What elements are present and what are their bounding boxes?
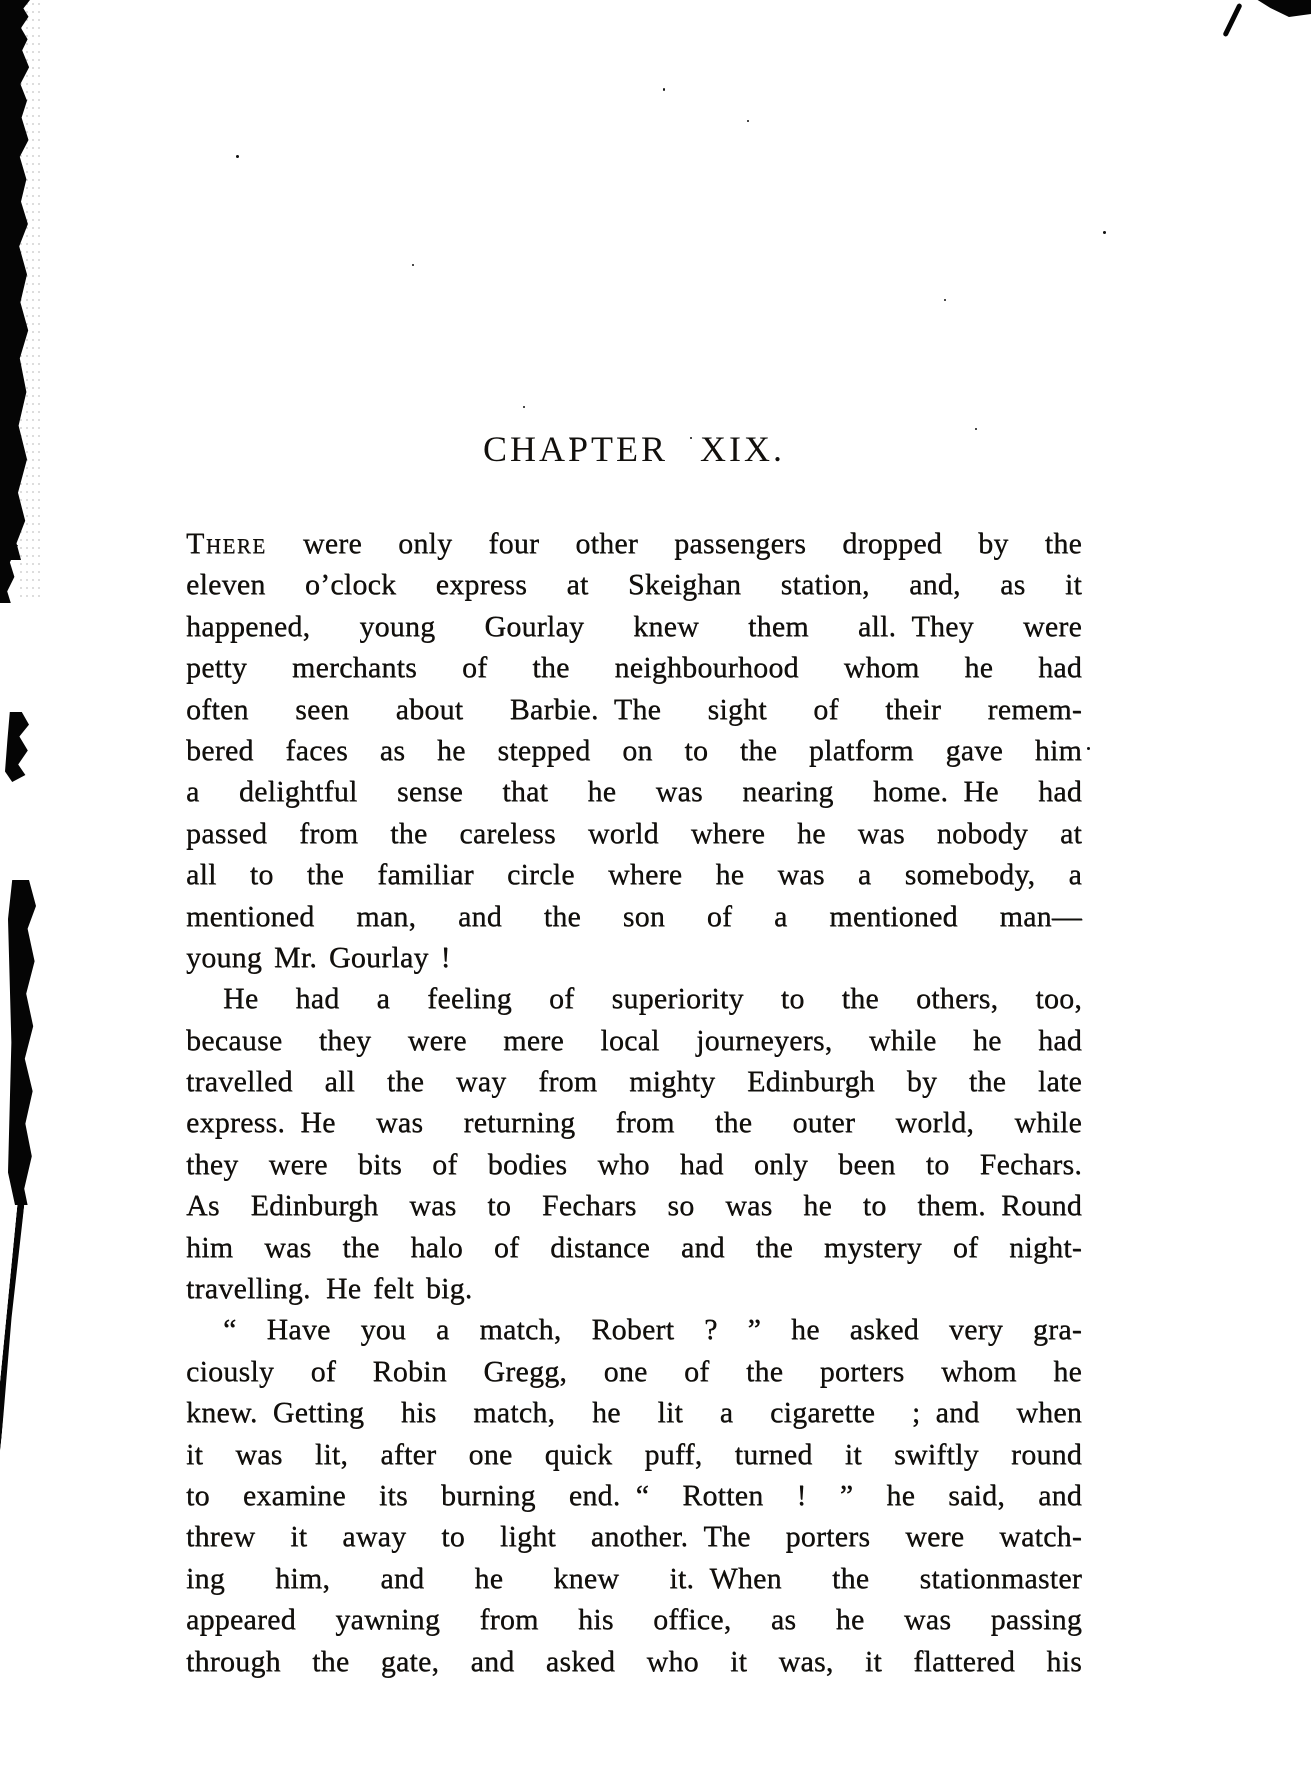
text-line: petty merchants of the neighbourhood whom he had: [186, 651, 1082, 685]
text-line: appeared yawning from his office, as he was passing: [186, 1603, 1082, 1637]
chapter-heading: CHAPTER XIX.: [482, 429, 785, 469]
text-line: mentioned man, and the son of a mentioned man—: [186, 899, 1082, 933]
text-line: ing him, and he knew it. When the stationmaster: [186, 1561, 1082, 1595]
text-line: travelling. He felt big.: [186, 1272, 473, 1306]
text-line: express. He was returning from the outer world, while: [186, 1106, 1082, 1140]
scan-corner-slash-artifact: [1222, 3, 1242, 38]
text-line: through the gate, and asked who it was, it flattered his: [186, 1644, 1082, 1678]
text-line: There were only four other passengers dropped by the: [186, 527, 1082, 560]
text-line: travelled all the way from mighty Edinburgh by the late: [186, 1065, 1082, 1099]
text-line: ciously of Robin Gregg, one of the porters whom he: [186, 1354, 1082, 1388]
scan-gutter-band-artifact: [8, 880, 36, 1205]
text-line: him was the halo of distance and the mystery of night-: [186, 1230, 1082, 1264]
text-line: He had a feeling of superiority to the others, too,: [223, 982, 1082, 1016]
scan-gutter-patch-artifact: [5, 712, 29, 782]
ink-speck: [236, 155, 239, 158]
ink-speck: [663, 88, 665, 91]
text-line: passed from the careless world where he was nobody at: [186, 816, 1082, 850]
text-line: knew. Getting his match, he lit a cigarette ; and when: [186, 1396, 1082, 1430]
scan-speckle-artifact: [18, 0, 44, 600]
ink-speck: [412, 264, 414, 266]
text-line: “ Have you a match, Robert ? ” he asked very gra-: [223, 1313, 1082, 1347]
ink-speck: [747, 120, 749, 122]
scan-gutter-line-artifact: [0, 1198, 25, 1788]
text-line: to examine its burning end. “ Rotten ! ” he said, and: [186, 1478, 1082, 1512]
text-line: threw it away to light another. The porters were watch-: [186, 1520, 1082, 1554]
text-line: As Edinburgh was to Fechars so was he to them. Round: [186, 1189, 1082, 1223]
ink-speck: [1087, 747, 1090, 750]
text-line: often seen about Barbie. The sight of their remem-: [186, 692, 1082, 726]
text-line: because they were mere local journeyers, while he had: [186, 1023, 1082, 1057]
text-line: they were bits of bodies who had only been to Fechars.: [186, 1147, 1082, 1181]
ink-speck: [523, 406, 525, 408]
text-line: happened, young Gourlay knew them all. They were: [186, 609, 1082, 643]
text-line: a delightful sense that he was nearing home. He had: [186, 775, 1082, 809]
text-line: bered faces as he stepped on to the platform gave him: [186, 733, 1082, 767]
ink-speck: [1103, 231, 1106, 234]
scan-corner-wedge-artifact: [1253, 0, 1311, 20]
smallcaps-lead: There: [186, 527, 267, 560]
body-text: [186, 523, 1082, 1682]
text-line: young Mr. Gourlay !: [186, 940, 451, 974]
text-line: eleven o’clock express at Skeighan station, and, as it: [186, 568, 1082, 602]
ink-speck: [944, 299, 946, 301]
text-line: all to the familiar circle where he was a somebody, a: [186, 858, 1082, 892]
text-line: it was lit, after one quick puff, turned it swiftly round: [186, 1437, 1082, 1471]
